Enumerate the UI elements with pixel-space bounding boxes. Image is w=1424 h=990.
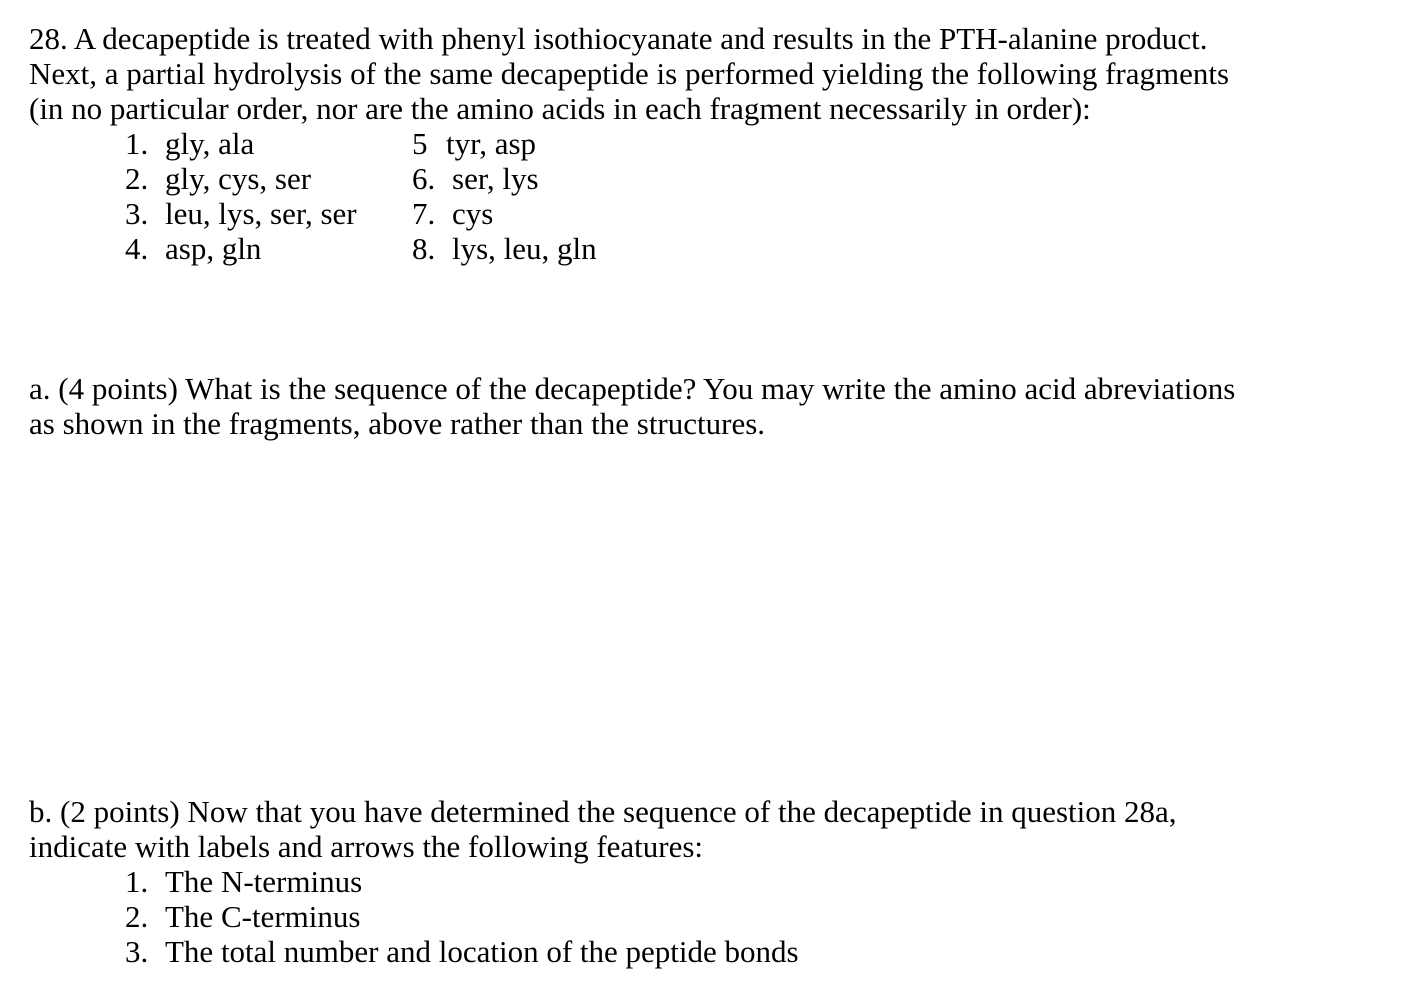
fragment-number: 5 bbox=[412, 126, 428, 161]
fragment-text: gly, ala bbox=[165, 126, 255, 161]
item-text: The N-terminus bbox=[165, 864, 363, 899]
part-b-item-3 bbox=[125, 934, 799, 969]
item-text: The C-terminus bbox=[165, 899, 361, 934]
fragment-8 bbox=[412, 231, 597, 266]
part-a-line-1: a. (4 points) What is the sequence of the decapeptide? You may write the amino acid abreviations bbox=[29, 371, 1236, 406]
fragment-number: 3. bbox=[125, 196, 149, 231]
part-b-line-2: indicate with labels and arrows the following features: bbox=[29, 829, 704, 864]
part-b-item-1 bbox=[125, 864, 362, 899]
fragment-number: 6. bbox=[412, 161, 436, 196]
item-text: The total number and location of the peptide bonds bbox=[165, 934, 799, 969]
fragment-3 bbox=[125, 196, 357, 231]
fragment-7 bbox=[412, 196, 493, 231]
question-intro-line-2: Next, a partial hydrolysis of the same decapeptide is performed yielding the following fragments bbox=[29, 56, 1230, 91]
part-b-line-1: b. (2 points) Now that you have determined the sequence of the decapeptide in question 28a, bbox=[29, 794, 1177, 829]
fragment-number: 2. bbox=[125, 161, 149, 196]
fragment-number: 4. bbox=[125, 231, 149, 266]
fragment-number: 1. bbox=[125, 126, 149, 161]
fragment-number: 7. bbox=[412, 196, 436, 231]
fragment-text: tyr, asp bbox=[446, 126, 537, 161]
fragment-text: asp, gln bbox=[165, 231, 262, 266]
part-b-item-2 bbox=[125, 899, 360, 934]
fragment-text: lys, leu, gln bbox=[452, 231, 597, 266]
fragment-text: ser, lys bbox=[452, 161, 539, 196]
fragment-number: 8. bbox=[412, 231, 436, 266]
part-a-line-2: as shown in the fragments, above rather than the structures. bbox=[29, 406, 766, 441]
fragment-text: leu, lys, ser, ser bbox=[165, 196, 357, 231]
fragment-1 bbox=[125, 126, 254, 161]
question-intro-line-3: (in no particular order, nor are the amino acids in each fragment necessarily in order): bbox=[29, 91, 1091, 126]
fragment-text: gly, cys, ser bbox=[165, 161, 312, 196]
fragment-6 bbox=[412, 161, 539, 196]
fragment-text: cys bbox=[452, 196, 494, 231]
item-number: 3. bbox=[125, 934, 149, 969]
fragment-2 bbox=[125, 161, 311, 196]
item-number: 1. bbox=[125, 864, 149, 899]
question-intro-line-1: 28. A decapeptide is treated with phenyl isothiocyanate and results in the PTH-alanine product. bbox=[29, 21, 1208, 56]
fragment-5 bbox=[412, 126, 536, 161]
item-number: 2. bbox=[125, 899, 149, 934]
fragment-4 bbox=[125, 231, 261, 266]
